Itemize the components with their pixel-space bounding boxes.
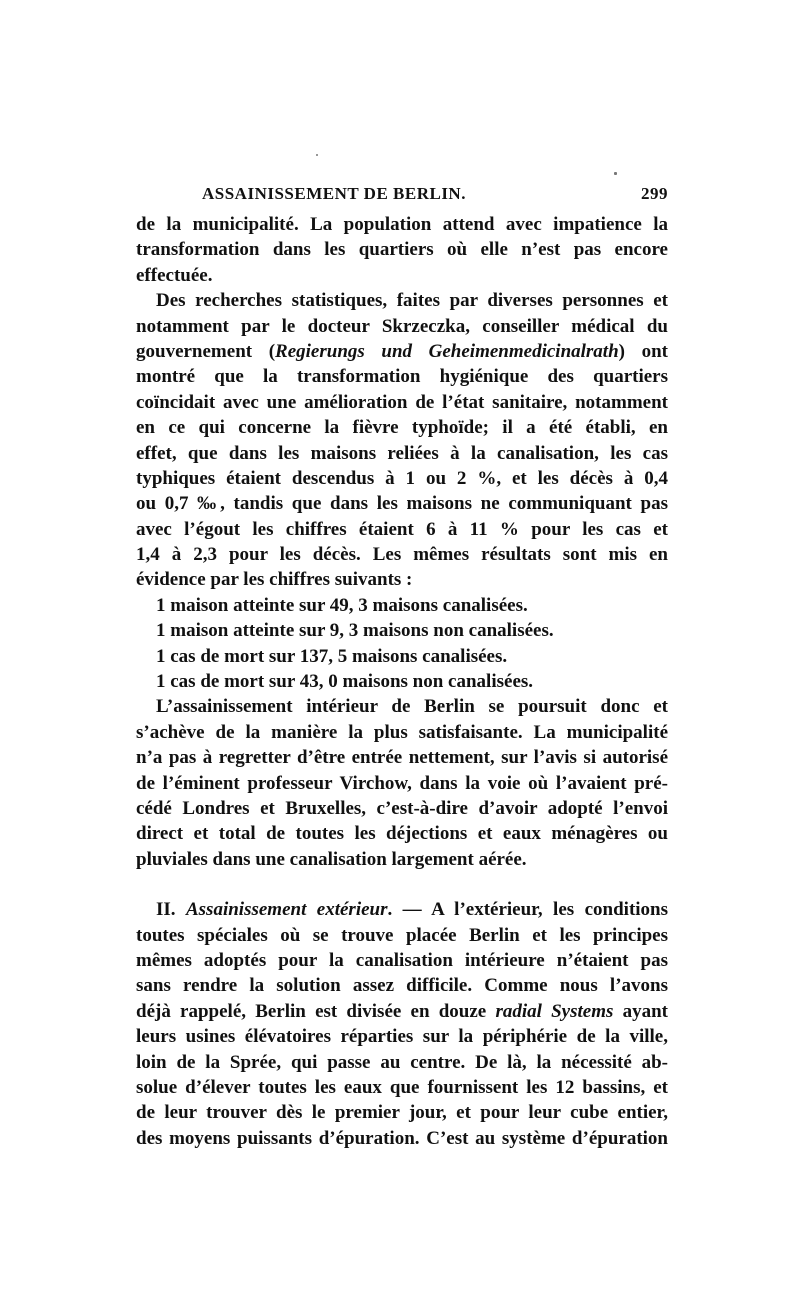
text-line: cédé Londres et Bruxelles, c’est-à-dire d’avoir adopté l’envoi (136, 797, 668, 819)
text-line: s’achève de la manière la plus satisfaisante. La municipalité (136, 721, 668, 743)
section-heading-line (136, 897, 668, 922)
paragraph (136, 212, 668, 288)
text-line: de l’éminent professeur Virchow, dans la voie où l’avaient pré- (136, 772, 668, 794)
text-line: en ce qui concerne la fièvre typhoïde; il a été établi, en (136, 417, 668, 439)
paragraph (136, 897, 668, 1151)
text-line: loin de la Sprée, qui passe au centre. De là, la nécessité ab- (136, 1051, 668, 1073)
italic-term: radial Systems (495, 1000, 614, 1022)
text-line: ou 0,7 ‰, tandis que dans les maisons ne communiquant pas (136, 493, 668, 515)
section-heading: Assainissement extérieur (185, 899, 388, 921)
text-line (136, 999, 668, 1024)
text-line: des moyens puissants d’épuration. C’est au système d’épuration (136, 1127, 668, 1149)
text-line: direct et total de toutes les déjections et eaux ménagères ou (136, 823, 668, 845)
paragraph (136, 288, 668, 593)
running-title: ASSAINISSEMENT DE BERLIN. (202, 184, 466, 203)
text-line: Des recherches statistiques, faites par diverses personnes et (156, 290, 668, 312)
text-line: typhiques étaient descendus à 1 ou 2 %, et les décès à 0,4 (136, 467, 668, 489)
text-line: toutes spéciales où se trouve placée Berlin et les principes (136, 924, 668, 946)
text-segment: . — A l’extérieur, les conditions (387, 899, 669, 921)
text-line (136, 339, 668, 364)
text-line: montré que la transformation hygiénique des quartiers (136, 366, 668, 388)
text-line: mêmes adoptés pour la canalisation intérieure n’étaient pas (136, 949, 668, 971)
text-line: de leur trouver dès le premier jour, et pour leur cube entier, (136, 1102, 668, 1124)
text-line: coïncidait avec une amélioration de l’état sanitaire, notamment (136, 391, 668, 413)
text-line: 1,4 à 2,3 pour les décès. Les mêmes résultats sont mis en (136, 544, 668, 566)
text-line: L’assainissement intérieur de Berlin se poursuit donc et (156, 696, 668, 718)
running-head (136, 184, 668, 212)
page-number: 299 (641, 184, 668, 203)
italic-term: Regierungs und Geheimenmedicinalrath (275, 340, 619, 362)
text-line: n’a pas à regretter d’être entrée nettement, sur l’avis si autorisé (136, 747, 668, 769)
text-line: transformation dans les quartiers où elle n’est pas encore (136, 239, 668, 261)
text-line: effet, que dans les maisons reliées à la canalisation, les cas (136, 442, 668, 464)
text-segment: II. (156, 899, 186, 921)
text-line: effectuée. (136, 264, 213, 286)
section-gap (136, 872, 668, 897)
text-line: sans rendre la solution assez difficile. Comme nous l’avons (136, 975, 668, 997)
print-speck (614, 172, 617, 175)
text-line: notamment par le docteur Skrzeczka, conseiller médical du (136, 315, 668, 337)
text-line: évidence par les chiffres suivants : (136, 569, 413, 591)
text-line: de la municipalité. La population attend avec impatience la (136, 214, 668, 235)
text-line: leurs usines élévatoires réparties sur la périphérie de la ville, (136, 1026, 668, 1048)
text-segment: ayant (613, 1000, 668, 1022)
paragraph (136, 694, 668, 872)
list-item: 1 cas de mort sur 137, 5 maisons canalisées. (156, 645, 508, 667)
text-line: solue d’élever toutes les eaux que fournissent les 12 bassins, et (136, 1076, 668, 1098)
statistics-list (136, 593, 668, 695)
list-item: 1 cas de mort sur 43, 0 maisons non canalisées. (156, 671, 534, 693)
list-item: 1 maison atteinte sur 49, 3 maisons canalisées. (156, 594, 528, 616)
text-segment: déjà rappelé, Berlin est divisée en douze (136, 1000, 496, 1022)
text-line: pluviales dans une canalisation largement aérée. (136, 848, 527, 870)
text-segment: ) ont (618, 340, 668, 362)
print-speck (316, 154, 318, 156)
book-page (136, 184, 668, 1151)
text-segment: gouvernement ( (136, 340, 276, 362)
text-line: avec l’égout les chiffres étaient 6 à 11 % pour les cas et (136, 518, 668, 540)
list-item: 1 maison atteinte sur 9, 3 maisons non canalisées. (156, 620, 554, 642)
